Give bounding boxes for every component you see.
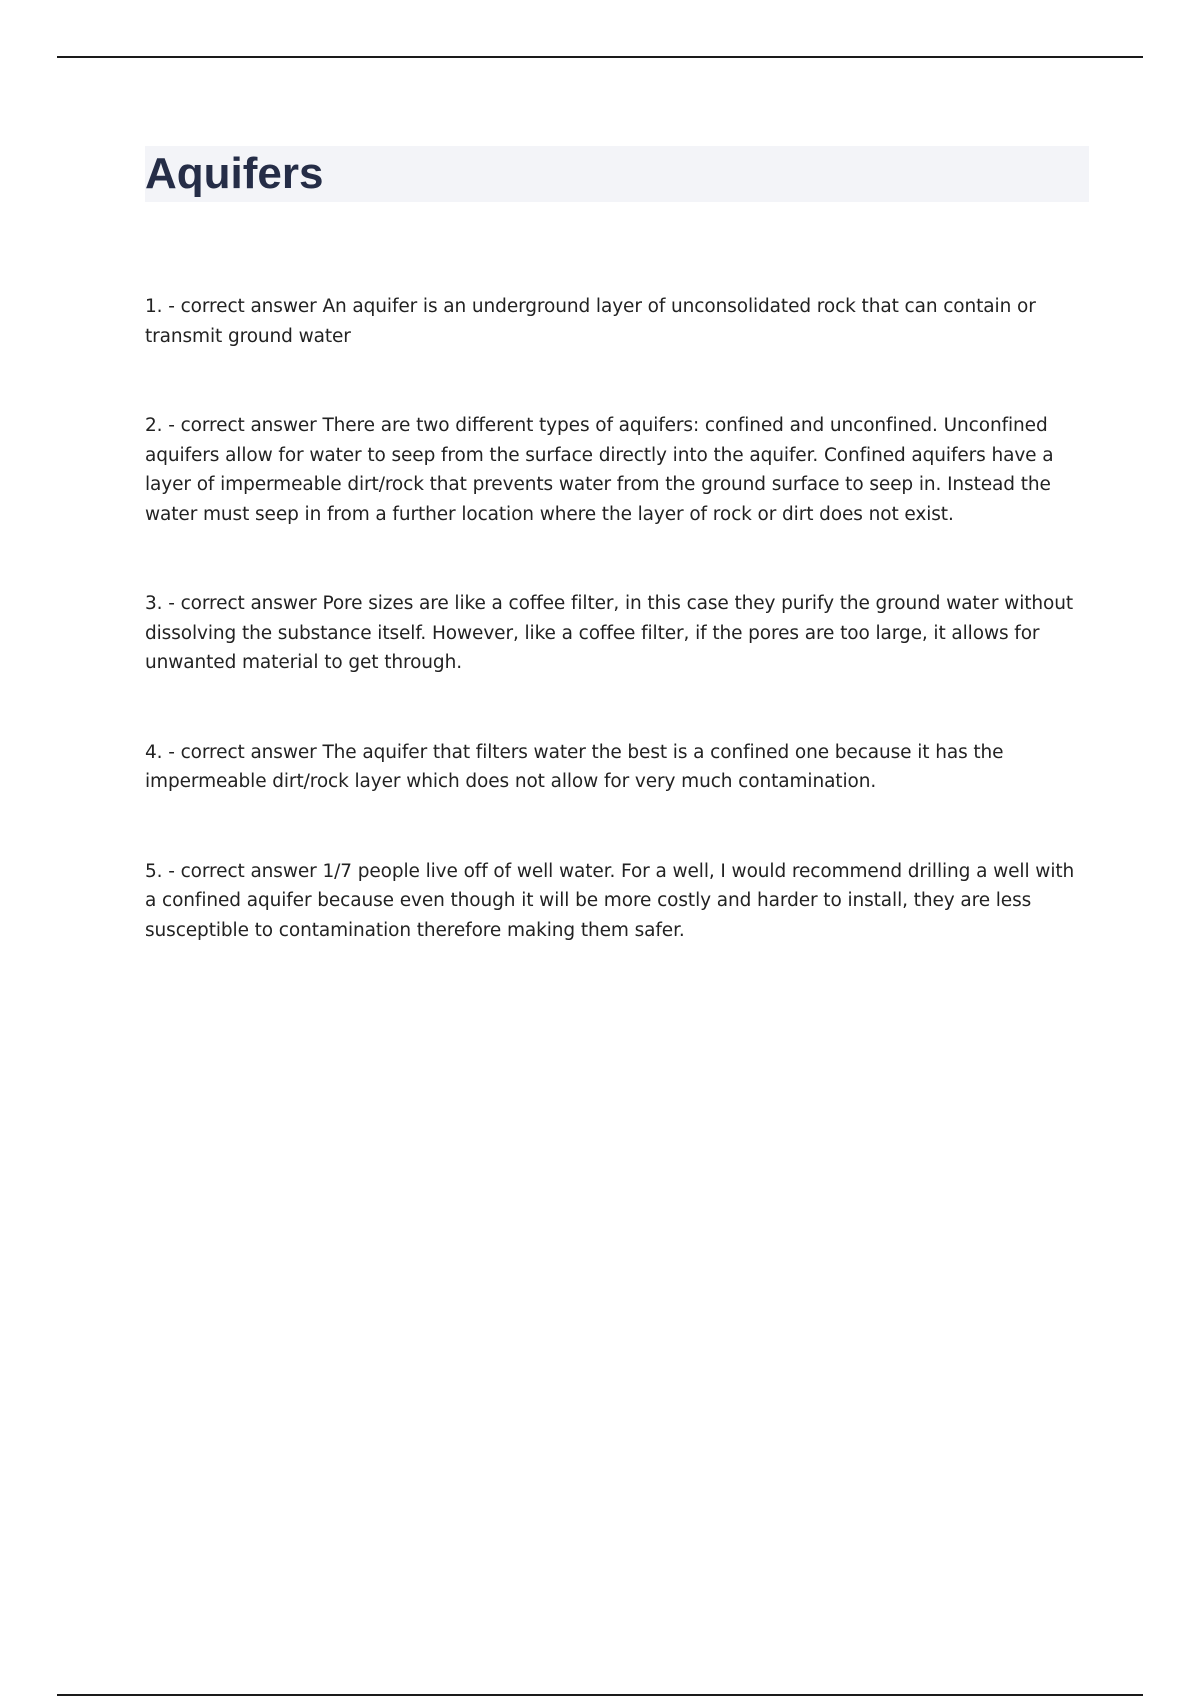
answer-1: 1. - correct answer An aquifer is an underground layer of unconsolidated rock that can contain or transmit ground water bbox=[145, 296, 1036, 347]
answer-5: 5. - correct answer 1/7 people live off of well water. For a well, I would recommend drilling a well with a confined aquifer because even though it will be more costly and harder to install, they are less susceptible to contamination therefore making them safer. bbox=[145, 860, 1075, 941]
answer-2: 2. - correct answer There are two different types of aquifers: confined and unconfined. Unconfined aquifers allow for water to seep from the surface directly into the aquifer. Confined aquifers have a layer of impermeable dirt/rock that prevents water from the ground surface to seep in. Instead the water must seep in from a further location where the layer of rock or dirt does not exist. bbox=[145, 415, 1054, 525]
top-divider bbox=[57, 56, 1143, 58]
bottom-divider bbox=[57, 1694, 1143, 1696]
answer-3: 3. - correct answer Pore sizes are like a coffee filter, in this case they purify the ground water without dissolving the substance itself. However, like a coffee filter, if the pores are too large, it allows for unwanted material to get through. bbox=[145, 593, 1074, 673]
page-title: Aquifers bbox=[145, 149, 324, 198]
answer-4: 4. - correct answer The aquifer that filters water the best is a confined one because it has the impermeable dirt/rock layer which does not allow for very much contamination. bbox=[145, 741, 1004, 792]
answer-list bbox=[145, 292, 1085, 1005]
